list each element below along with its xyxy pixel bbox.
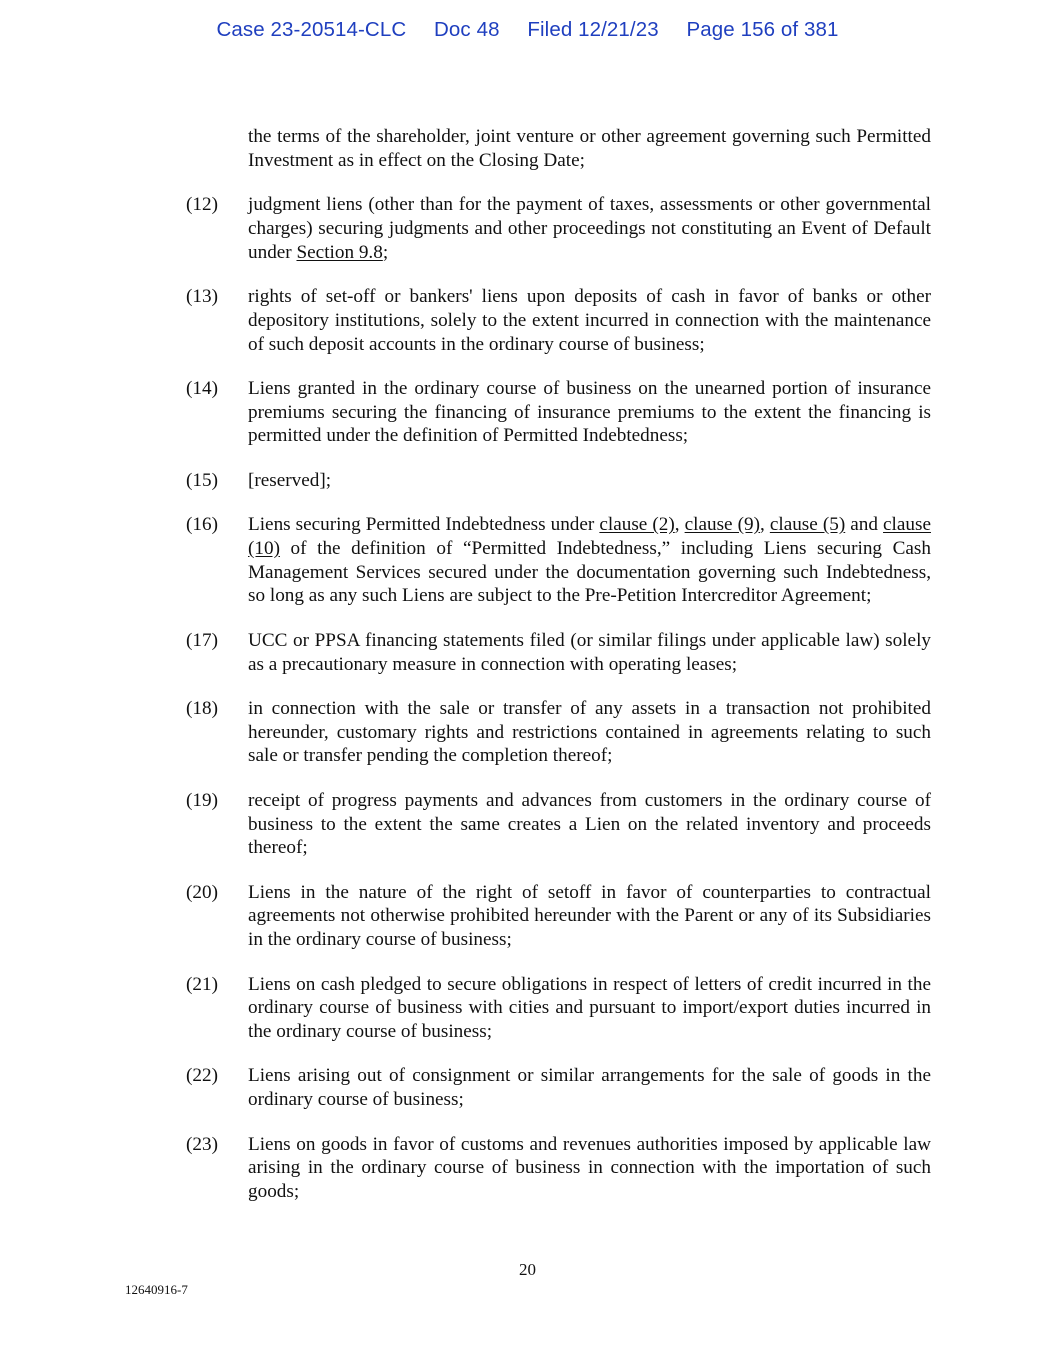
document-body bbox=[0, 125, 1055, 1224]
list-item-13 bbox=[0, 285, 931, 356]
clause-reference: clause (2) bbox=[599, 514, 675, 536]
item-text: Liens on goods in favor of customs and revenues authorities imposed by applicable law arising in the ordinary course of business in connection with the importation of such goods; bbox=[248, 1133, 931, 1203]
paragraph-text: the terms of the shareholder, joint venture or other agreement governing such Permitted Investment as in effect on the Closing Date; bbox=[248, 126, 931, 171]
item-text: receipt of progress payments and advances from customers in the ordinary course of business to the extent the same creates a Lien on the related inventory and proceeds thereof; bbox=[248, 789, 931, 859]
list-item-20 bbox=[0, 881, 931, 952]
page-count: Page 156 of 381 bbox=[686, 18, 839, 41]
item-text: Liens granted in the ordinary course of business on the unearned portion of insurance premiums securing the financing of insurance premiums to the extent the financing is permitted under the definition of Permitted Indebtedness; bbox=[248, 377, 931, 447]
list-item-15 bbox=[0, 469, 931, 493]
item-number: (14) bbox=[186, 377, 218, 399]
item-number: (20) bbox=[186, 881, 218, 903]
list-item-16 bbox=[0, 513, 931, 608]
case-number: Case 23-20514-CLC bbox=[216, 18, 407, 41]
item-text: Liens arising out of consignment or similar arrangements for the sale of goods in the ordinary course of business; bbox=[248, 1065, 931, 1111]
item-text: [reserved]; bbox=[248, 469, 332, 491]
list-item-18 bbox=[0, 697, 931, 768]
list-item-23 bbox=[0, 1133, 931, 1204]
list-item-21 bbox=[0, 973, 931, 1044]
item-text: Liens securing Permitted Indebtedness under clause (2), clause (9), clause (5) and clause (10) of the definition of “Permitted Indebtedness,” including Liens securing Cash Management Services secured under the documentation governing such Indebtedness, so long as any such Liens are subject to the Pre-Petition Intercreditor Agreement; bbox=[248, 514, 931, 607]
item-text: Liens in the nature of the right of setoff in favor of counterparties to contractual agreements not otherwise prohibited hereunder with the Parent or any of its Subsidiaries in the ordinary course of business; bbox=[248, 881, 931, 951]
doc-number: Doc 48 bbox=[434, 18, 500, 41]
case-header bbox=[0, 18, 1055, 42]
item-text: UCC or PPSA financing statements filed (or similar filings under applicable law) solely as a precautionary measure in connection with operating leases; bbox=[248, 629, 931, 675]
item-number: (15) bbox=[186, 469, 218, 491]
list-item-14 bbox=[0, 377, 931, 448]
clause-reference: clause (5) bbox=[769, 514, 846, 536]
list-item-12 bbox=[0, 193, 931, 264]
item-number: (23) bbox=[186, 1133, 218, 1155]
section-reference: Section 9.8 bbox=[296, 241, 383, 263]
item-number: (13) bbox=[186, 285, 218, 307]
page-number: 20 bbox=[519, 1260, 536, 1279]
item-text: rights of set-off or bankers' liens upon deposits of cash in favor of banks or other depository institutions, solely to the extent incurred in connection with the maintenance of such deposit accounts in the ordinary course of business; bbox=[248, 285, 931, 355]
item-text: in connection with the sale or transfer of any assets in a transaction not prohibited hereunder, customary rights and restrictions contained in agreements relating to such sale or transfer pending the completion thereof; bbox=[248, 697, 931, 767]
item-number: (16) bbox=[186, 514, 218, 536]
item-number: (22) bbox=[186, 1065, 218, 1087]
document-id: 12640916-7 bbox=[125, 1282, 188, 1297]
item-number: (18) bbox=[186, 697, 218, 719]
item-number: (21) bbox=[186, 973, 218, 995]
item-number: (19) bbox=[186, 789, 218, 811]
item-text: judgment liens (other than for the payment of taxes, assessments or other governmental charges) securing judgments and other proceedings not constituting an Event of Default under Section 9.8; bbox=[248, 194, 931, 263]
list-item-22 bbox=[0, 1064, 931, 1112]
item-text: Liens on cash pledged to secure obligations in respect of letters of credit incurred in the ordinary course of business with cities and pursuant to import/export duties incurred in the ordinary course of business; bbox=[248, 973, 931, 1043]
list-item-17 bbox=[0, 629, 931, 677]
continuation-paragraph bbox=[0, 125, 931, 173]
item-number: (17) bbox=[186, 629, 218, 651]
filed-date: Filed 12/21/23 bbox=[527, 18, 659, 41]
clause-reference: clause (10) bbox=[248, 514, 931, 559]
list-item-19 bbox=[0, 789, 931, 860]
clause-reference: clause (9) bbox=[684, 514, 760, 536]
item-number: (12) bbox=[186, 194, 218, 216]
